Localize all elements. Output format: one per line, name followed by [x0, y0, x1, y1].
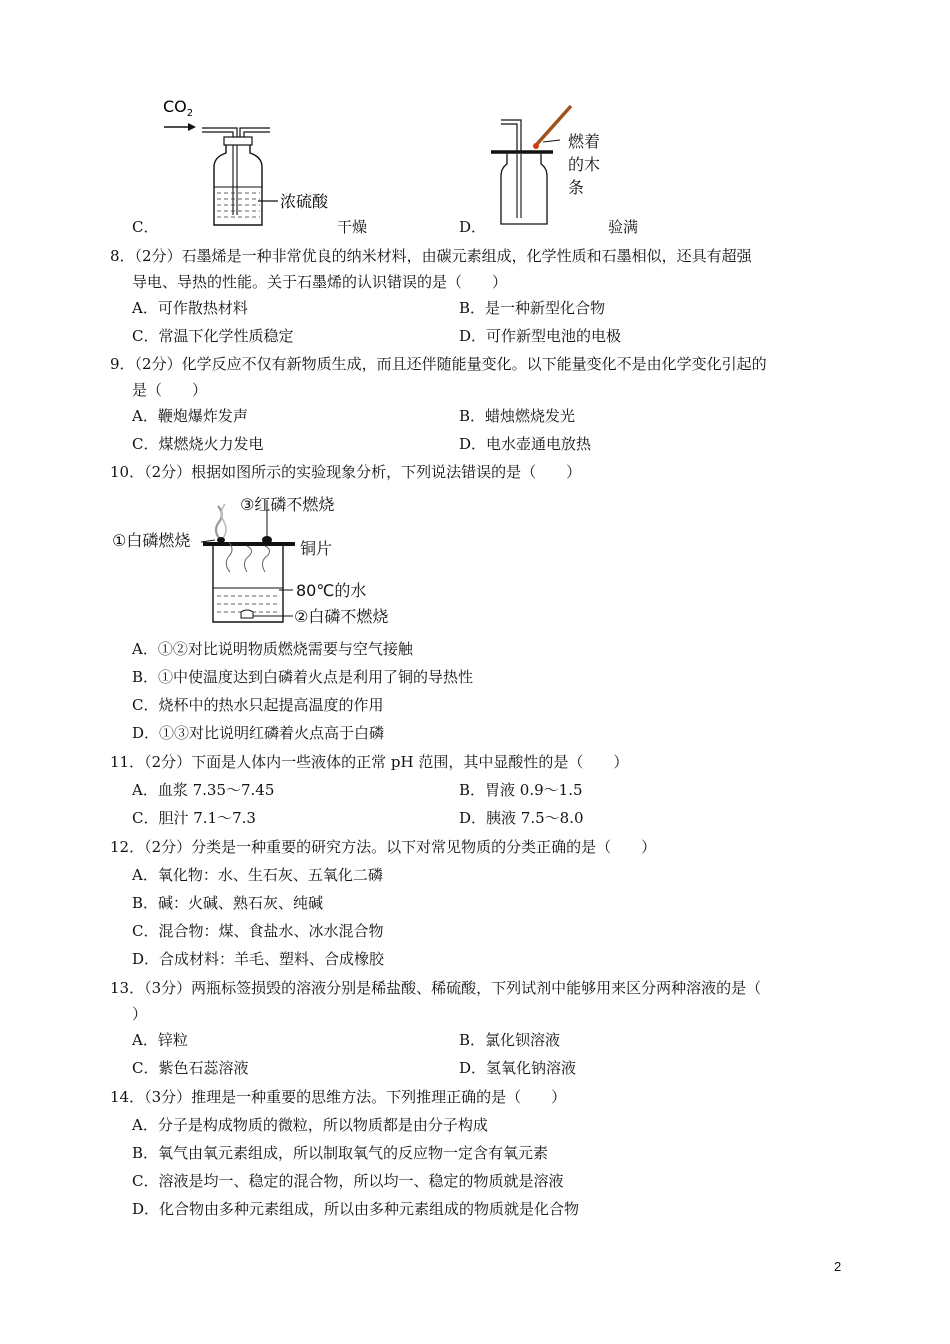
co2-label: $CO_2$ — [163, 97, 194, 119]
option-d-caption: 验满 — [608, 218, 639, 236]
q8-option-d: D．可作新型电池的电极 — [459, 327, 622, 345]
q12-option-c: C．混合物：煤、食盐水、冰水混合物 — [132, 922, 384, 940]
q11-option-d: D．胰液 7.5～8.0 — [459, 809, 584, 827]
q13-option-b: B．氯化钡溶液 — [459, 1031, 561, 1049]
splint-label-3: 条 — [568, 178, 585, 197]
q10-label-white-phosphorus-burning: ①白磷燃烧 — [112, 531, 191, 550]
q10-label-hot-water: 80℃的水 — [296, 581, 367, 600]
q13-option-c: C．紫色石蕊溶液 — [132, 1059, 249, 1077]
q9-stem-line1: 9．（2分）化学反应不仅有新物质生成，而且还伴随能量变化。以下能量变化不是由化学变化引起的 — [110, 355, 767, 373]
burning-splint — [537, 106, 571, 144]
q9-option-b: B．蜡烛燃烧发光 — [459, 407, 576, 425]
q12-stem: 12．（2分）分类是一种重要的研究方法。以下对常见物质的分类正确的是（ ） — [110, 838, 657, 856]
q14-option-b: B．氧气由氧元素组成，所以制取氧气的反应物一定含有氧元素 — [132, 1144, 549, 1162]
q9-option-c: C．煤燃烧火力发电 — [132, 435, 264, 453]
q9-option-a: A．鞭炮爆炸发声 — [132, 407, 248, 425]
q11-option-c: C．胆汁 7.1～7.3 — [132, 809, 256, 827]
option-c-letter: C． — [132, 218, 159, 236]
q10-option-c: C．烧杯中的热水只起提高温度的作用 — [132, 696, 384, 714]
q11-stem: 11．（2分）下面是人体内一些液体的正常 pH 范围，其中显酸性的是（ ） — [110, 753, 629, 771]
q14-option-d: D．化合物由多种元素组成，所以由多种元素组成的物质就是化合物 — [132, 1200, 580, 1218]
q12-option-b: B．碱：火碱、熟石灰、纯碱 — [132, 894, 324, 912]
q11-option-a: A．血浆 7.35～7.45 — [132, 781, 275, 799]
q14-option-a: A．分子是构成物质的微粒，所以物质都是由分子构成 — [132, 1116, 488, 1134]
option-d-letter: D． — [459, 218, 487, 236]
q10-option-d: D．①③对比说明红磷着火点高于白磷 — [132, 724, 385, 742]
q13-option-d: D．氢氧化钠溶液 — [459, 1059, 577, 1077]
q13-stem-line1: 13．（3分）两瓶标签损毁的溶液分别是稀盐酸、稀硫酸，下列试剂中能够用来区分两种溶液的是（ — [110, 979, 762, 997]
option-c-caption: 干燥 — [337, 218, 368, 236]
page-number: 2 — [834, 1259, 842, 1274]
q12-option-d: D．合成材料：羊毛、塑料、合成橡胶 — [132, 950, 385, 968]
q8-stem-line2: 导电、导热的性能。关于石墨烯的认识错误的是（ ） — [132, 273, 508, 291]
q8-option-b: B．是一种新型化合物 — [459, 299, 606, 317]
q13-option-a: A．锌粒 — [132, 1031, 188, 1049]
figure-c-drying-bottle — [150, 95, 370, 235]
q10-option-a: A．①②对比说明物质燃烧需要与空气接触 — [132, 640, 413, 658]
q10-stem: 10．（2分）根据如图所示的实验现象分析，下列说法错误的是（ ） — [110, 463, 582, 481]
q8-option-a: A．可作散热材料 — [132, 299, 248, 317]
q13-stem-line2: ） — [132, 1005, 148, 1023]
figure-d-full-test — [485, 100, 625, 230]
splint-label-2: 的木 — [568, 155, 601, 174]
q9-option-d: D．电水壶通电放热 — [459, 435, 592, 453]
q12-option-a: A．氧化物：水、生石灰、五氧化二磷 — [132, 866, 383, 884]
q9-stem-line2: 是（ ） — [132, 381, 208, 399]
splint-label-1: 燃着 — [568, 132, 601, 151]
q8-option-c: C．常温下化学性质稳定 — [132, 327, 294, 345]
q14-option-c: C．溶液是均一、稳定的混合物，所以均一、稳定的物质就是溶液 — [132, 1172, 564, 1190]
q10-label-underwater-phosphorus: ②白磷不燃烧 — [294, 607, 389, 626]
q10-option-b: B．①中使温度达到白磷着火点是利用了铜的导热性 — [132, 668, 474, 686]
q10-label-red-phosphorus: ③红磷不燃烧 — [240, 495, 335, 514]
q11-option-b: B．胃液 0.9～1.5 — [459, 781, 583, 799]
q8-stem-line1: 8．（2分）石墨烯是一种非常优良的纳米材料，由碳元素组成，化学性质和石墨相似，还具有超强 — [110, 247, 752, 265]
q14-stem: 14．（3分）推理是一种重要的思维方法。下列推理正确的是（ ） — [110, 1088, 567, 1106]
q10-label-copper: 铜片 — [300, 539, 333, 558]
acid-label: 浓硫酸 — [280, 192, 329, 211]
